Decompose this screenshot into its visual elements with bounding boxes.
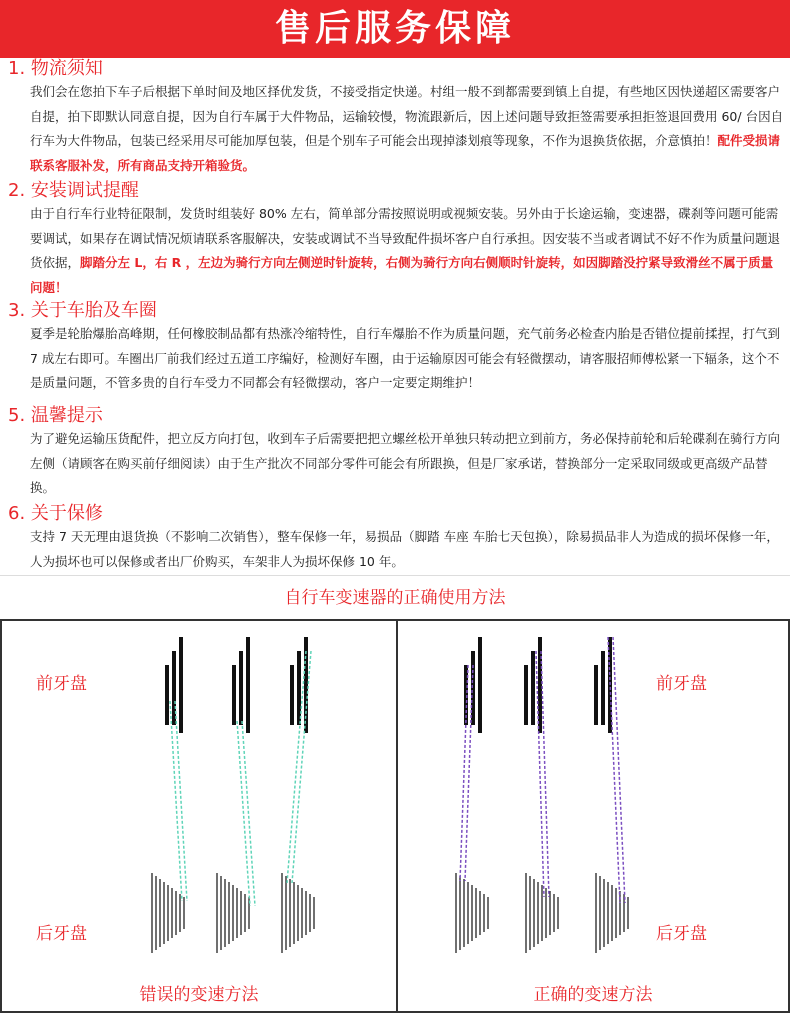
section-body: 由于自行车行业特征限制，发货时组装好 80% 左右，简单部分需按照说明或视频安装。另外由于长途运输，变速器，碟刹等问题可能需要调试，如果存在调试情况烦请联系客服解决，安装或调试不当导致配件损坏客户自行承担。因安装不当或者调试不好不作为质量问题退货依据，脚踏分左 L，右 R ，左边为骑行方向左侧逆时针旋转，右侧为骑行方向右侧顺时针旋转，如因脚踏没拧紧导致滑丝不属于质量问题！ [30, 206, 781, 295]
chain-line [613, 637, 625, 903]
section-heading: 5. 温馨提示 [8, 405, 103, 426]
wrong-method-panel [0, 619, 398, 1013]
section-body: 为了避免运输压货配件，把立反方向打包，收到车子后需要把把立螺丝松开单独只转动把立到前方，务必保持前轮和后轮碟刹在骑行方向左侧（请顾客在购买前仔细阅读）由于生产批次不同部分零件可能会有所跟换，但是厂家承诺，替换部分一定采取同级或更高级产品替换。 [30, 431, 781, 495]
rear-cassette-label: 后牙盘 [656, 924, 707, 944]
section-heading: 3. 关于车胎及车圈 [8, 300, 157, 321]
right-gear-diagram [398, 621, 788, 1011]
section-body: 我们会在您拍下车子后根据下单时间及地区择优发货，不接受指定快递。村组一般不到都需要到镇上自提，有些地区因快递超区需要客户自提，拍下即默认同意自提，因为自行车属于大件物品，运输较慢，物流跟新后，因上述问题导致拒签需要承担拒签退回费用 60/ 台因自行车为大件物品，包装已经采用尽可能加厚包装，但是个别车子可能会出现掉漆划痕等现象，不作为退换货依据，介意慎拍！配件受损请联系客服补发，所有商品支持开箱验货。 [30, 84, 784, 173]
section-body: 夏季是轮胎爆胎高峰期，任何橡胶制品都有热涨冷缩特性，自行车爆胎不作为质量问题，充气前务必检查内胎是否错位提前揉捏，打气到 7 成左右即可。车圈出厂前我们经过五道工序编好，检测好车圈，由于运输原因可能会有轻微摆动，请客服招师傅松紧一下辐条，这个不是质量问题，不管多贵的自行车受力不同都会有轻微摆动，客户一定要定期维护！ [30, 326, 781, 390]
section-heading: 1. 物流须知 [8, 58, 103, 79]
gear-guide-title: 自行车变速器的正确使用方法 [0, 575, 790, 620]
section-logistics [8, 58, 784, 178]
section-warranty [8, 503, 784, 574]
rear-cassette-label: 后牙盘 [36, 924, 87, 944]
section-tires [8, 300, 784, 396]
front-chainring-label: 前牙盘 [656, 674, 707, 694]
page-banner: 售后服务保障 [0, 0, 790, 58]
right-method-panel [398, 619, 790, 1013]
wrong-method-caption: 错误的变速方法 [139, 985, 259, 1005]
front-chainring-label: 前牙盘 [36, 674, 87, 694]
section-tips [8, 405, 784, 501]
section-body: 支持 7 天无理由退货换（不影响二次销售），整车保修一年，易损品（脚踏 车座 车胎七天包换），除易损品非人为造成的损坏保修一年，人为损坏也可以保修或者出厂价购买，车架非人为损坏保修 10 年。 [30, 529, 779, 569]
right-method-caption: 正确的变速方法 [533, 985, 653, 1005]
section-heading: 6. 关于保修 [8, 503, 103, 524]
section-installation [8, 180, 784, 300]
section-heading: 2. 安装调试提醒 [8, 180, 139, 201]
chain-line [287, 651, 306, 883]
chain-line [292, 651, 311, 883]
chain-line [541, 651, 549, 897]
